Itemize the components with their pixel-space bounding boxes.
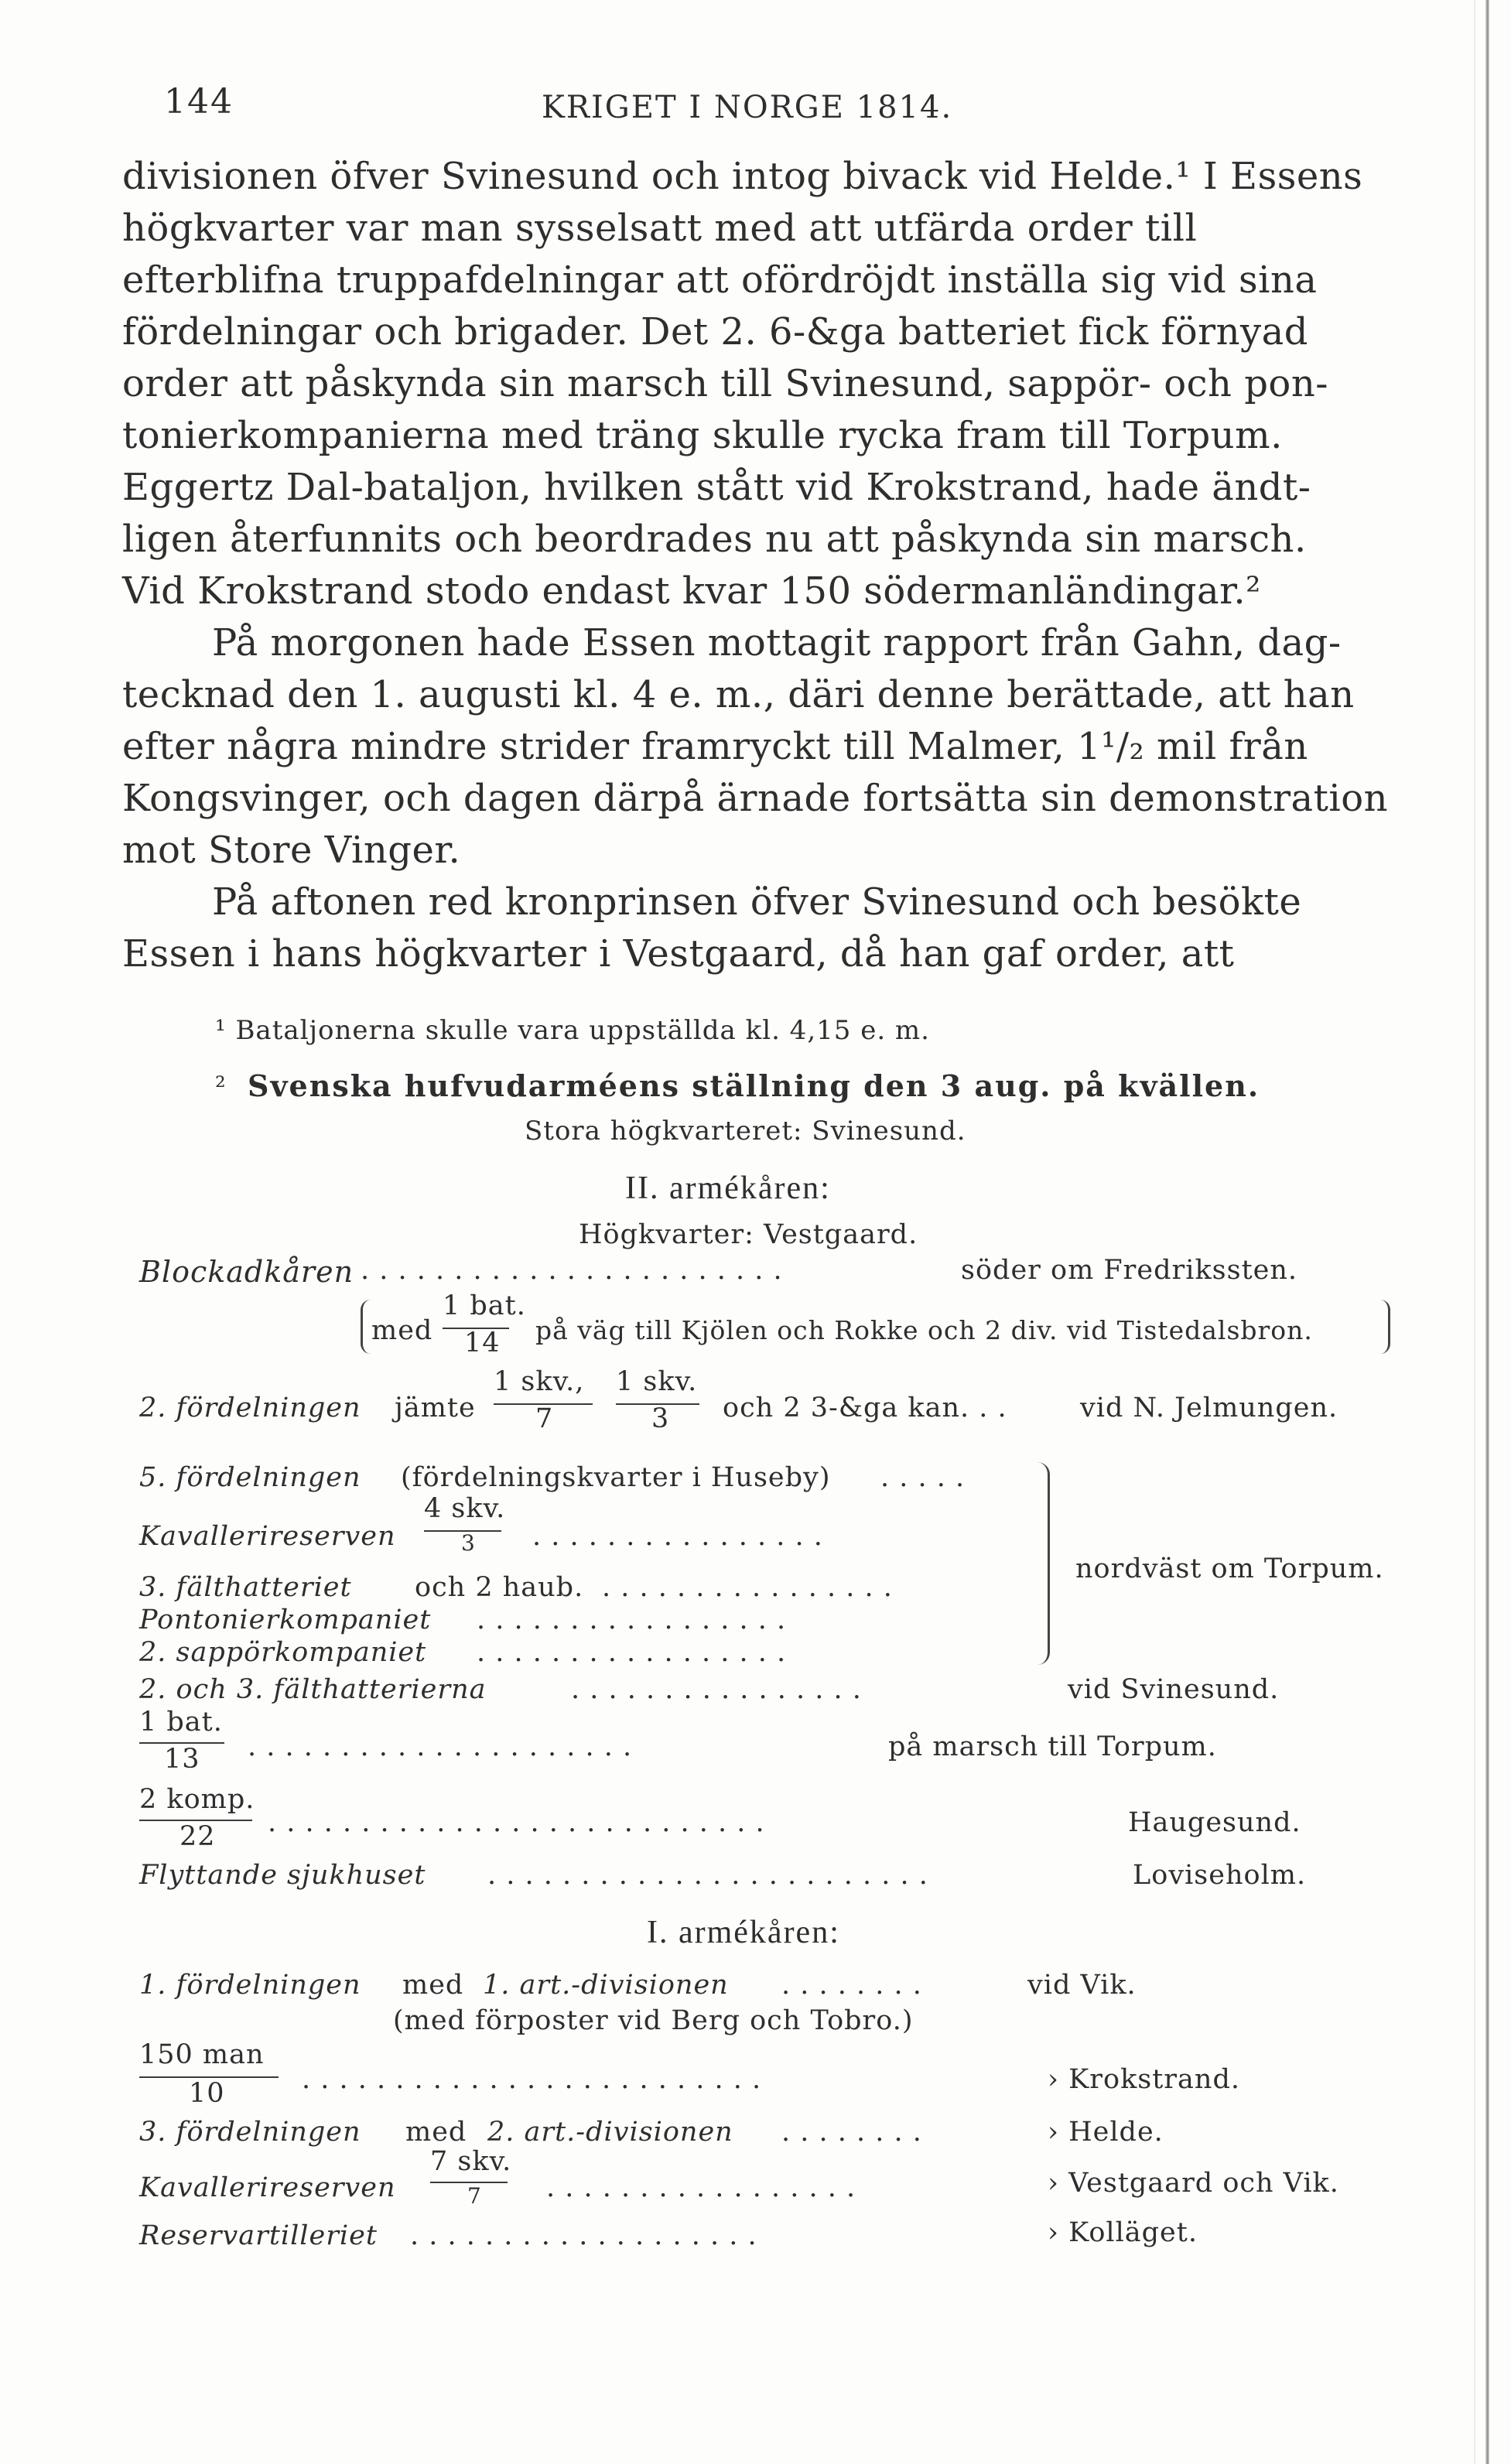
page-edge-shadow <box>1474 0 1475 2464</box>
page-edge-binding <box>1485 0 1489 2464</box>
med-text: på väg till Kjölen och Rokke och 2 div. vid Tistedalsbron. <box>535 1315 1313 1345</box>
f1-location: vid Vik. <box>1027 1970 1137 2001</box>
section-2-heading: II. armékåren: <box>625 1170 831 1206</box>
body-line-16: Essen i hans högkvarter i Vestgaard, då han gaf order, att <box>122 932 1235 976</box>
leader-dots: . . . . . . . . . . . . . . . . . . . . . . . . <box>487 1860 928 1891</box>
f2-frac1-num: 1 skv., <box>494 1366 585 1397</box>
body-line-8: ligen återfunnits och beordrades nu att påskynda sin marsch. <box>122 518 1307 561</box>
bat13-den: 13 <box>164 1744 200 1775</box>
f5-label: 5. fördelningen <box>139 1462 361 1493</box>
f1-art: 1. art.-divisionen <box>483 1970 729 2001</box>
leader-dots: . . . . . . . . . . . . . . . . . . . . . . . . . <box>302 2064 762 2095</box>
pont-label: Pontonierkompaniet <box>139 1605 432 1635</box>
f1-med: med <box>402 1970 464 2001</box>
f3-location: › Helde. <box>1048 2117 1164 2148</box>
ft23-label: 2. och 3. fälthatterierna <box>139 1674 487 1705</box>
komp22-num: 2 komp. <box>139 1784 255 1815</box>
f2-frac1-den: 7 <box>535 1403 554 1434</box>
f2-label: 2. fördelningen <box>139 1393 361 1423</box>
leader-dots: . . . . . . . . . . . . . . . . . <box>477 1637 787 1668</box>
kav2-num: 4 skv. <box>424 1493 506 1524</box>
man-num: 150 man <box>139 2039 265 2070</box>
f2-frac2-num: 1 skv. <box>616 1366 698 1397</box>
f5-note: (fördelningskvarter i Huseby) <box>401 1462 831 1493</box>
footnote-2-title: Svenska hufvudarméens ställning den 3 aug. på kvällen. <box>248 1068 1260 1103</box>
sapp-label: 2. sappörkompaniet <box>139 1637 427 1668</box>
f3-med: med <box>405 2117 467 2148</box>
man-den: 10 <box>189 2078 225 2109</box>
res-label: Reservartilleriet <box>139 2220 378 2251</box>
ft3-tail: och 2 haub. <box>415 1572 584 1603</box>
kav2-label: Kavallerireserven <box>139 1521 396 1552</box>
stora-hq: Stora högkvarteret: Svinesund. <box>525 1116 966 1147</box>
med-fraction-den: 14 <box>464 1328 501 1358</box>
body-line-4: fördelningar och brigader. Det 2. 6-&ga batteriet fick förnyad <box>122 310 1308 354</box>
flytt-location: Loviseholm. <box>1133 1860 1307 1891</box>
page-number: 144 <box>164 82 234 121</box>
leader-dots: . . . . . . . . . . . . . . . . <box>602 1572 893 1603</box>
body-line-13: Kongsvinger, och dagen därpå ärnade fortsätta sin demonstration <box>122 777 1389 820</box>
bat13-num: 1 bat. <box>139 1707 223 1738</box>
res-location: › Kolläget. <box>1048 2217 1198 2248</box>
komp22-den: 22 <box>179 1821 216 1852</box>
leader-dots: . . . . . . . . . . . . . . . . <box>532 1521 823 1552</box>
f2-tail: och 2 3-&ga kan. . . <box>723 1393 1007 1423</box>
blockad-label: Blockadkåren <box>139 1255 354 1289</box>
right-bracket <box>1380 1300 1390 1354</box>
leader-dots: . . . . . . . . . . . . . . . . . <box>477 1605 787 1635</box>
leader-dots: . . . . . . . . . . . . . . . . . . . . . . . <box>361 1255 783 1286</box>
section-1-heading: I. armékåren: <box>647 1915 840 1950</box>
body-line-15: På aftonen red kronprinsen öfver Svinesund och besökte <box>212 880 1302 924</box>
body-line-10: På morgonen hade Essen mottagit rapport från Gahn, dag- <box>212 621 1342 665</box>
med-prefix: med <box>371 1315 433 1346</box>
f2-jamte: jämte <box>395 1393 476 1423</box>
leader-dots: . . . . . <box>880 1462 966 1493</box>
kav1-num: 7 skv. <box>430 2146 512 2177</box>
body-line-2: högkvarter var man sysselsatt med att utfärda order till <box>122 207 1198 250</box>
running-title: KRIGET I NORGE 1814. <box>542 90 953 125</box>
leader-dots: . . . . . . . . <box>781 1970 922 2001</box>
group-location: nordväst om Torpum. <box>1075 1553 1384 1584</box>
kav1-location: › Vestgaard och Vik. <box>1048 2168 1339 2199</box>
footnote-2-mark: ² <box>215 1071 227 1102</box>
group-brace <box>1037 1462 1050 1665</box>
body-line-5: order att påskynda sin marsch till Svinesund, sappör- och pon- <box>122 362 1328 405</box>
bat13-location: på marsch till Torpum. <box>888 1731 1217 1762</box>
f2-frac2-den: 3 <box>651 1403 670 1434</box>
leader-dots: . . . . . . . . . . . . . . . . . . . . . . . . . . . <box>268 1807 765 1838</box>
kav2-den: 3 <box>461 1530 476 1556</box>
body-line-14: mot Store Vinger. <box>122 829 461 872</box>
body-line-6: tonierkompanierna med träng skulle rycka fram till Torpum. <box>122 414 1283 457</box>
man-location: › Krokstrand. <box>1048 2064 1240 2095</box>
f1-label: 1. fördelningen <box>139 1970 361 2001</box>
body-line-7: Eggertz Dal-bataljon, hvilken stått vid Krokstrand, hade ändt- <box>122 466 1311 509</box>
body-line-1: divisionen öfver Svinesund och intog bivack vid Helde.¹ I Essens <box>122 155 1363 198</box>
leader-dots: . . . . . . . . <box>781 2117 922 2148</box>
ft23-location: vid Svinesund. <box>1068 1674 1280 1705</box>
body-line-3: efterblifna truppafdelningar att ofördröjdt inställa sig vid sina <box>122 258 1318 302</box>
kav1-label: Kavallerireserven <box>139 2172 396 2203</box>
leader-dots: . . . . . . . . . . . . . . . . . . . . . <box>248 1731 633 1762</box>
blockad-location: söder om Fredrikssten. <box>961 1255 1298 1286</box>
komp22-location: Haugesund. <box>1128 1807 1301 1838</box>
ft3-label: 3. fälthatteriet <box>139 1572 352 1603</box>
leader-dots: . . . . . . . . . . . . . . . . <box>571 1674 862 1705</box>
med-fraction-num: 1 bat. <box>443 1290 526 1321</box>
leader-dots: . . . . . . . . . . . . . . . . . . . <box>410 2220 757 2251</box>
footnote-1: ¹ Bataljonerna skulle vara uppställda kl. 4,15 e. m. <box>215 1015 930 1046</box>
f2-location: vid N. Jelmungen. <box>1080 1393 1338 1423</box>
body-line-11: tecknad den 1. augusti kl. 4 e. m., däri denne berättade, att han <box>122 673 1355 716</box>
kav1-den: 7 <box>467 2183 482 2209</box>
body-line-12: efter några mindre strider framryckt till Malmer, 1¹/₂ mil från <box>122 725 1308 768</box>
f3-art: 2. art.-divisionen <box>487 2117 733 2148</box>
leader-dots: . . . . . . . . . . . . . . . . . <box>546 2172 856 2203</box>
f1-sub: (med förposter vid Berg och Tobro.) <box>393 2005 914 2036</box>
left-bracket <box>361 1300 371 1354</box>
flytt-label: Flyttande sjukhuset <box>139 1860 426 1891</box>
section-2-hq: Högkvarter: Vestgaard. <box>579 1219 918 1250</box>
f3-label: 3. fördelningen <box>139 2117 361 2148</box>
body-line-9: Vid Krokstrand stodo endast kvar 150 södermanländingar.² <box>122 569 1261 613</box>
